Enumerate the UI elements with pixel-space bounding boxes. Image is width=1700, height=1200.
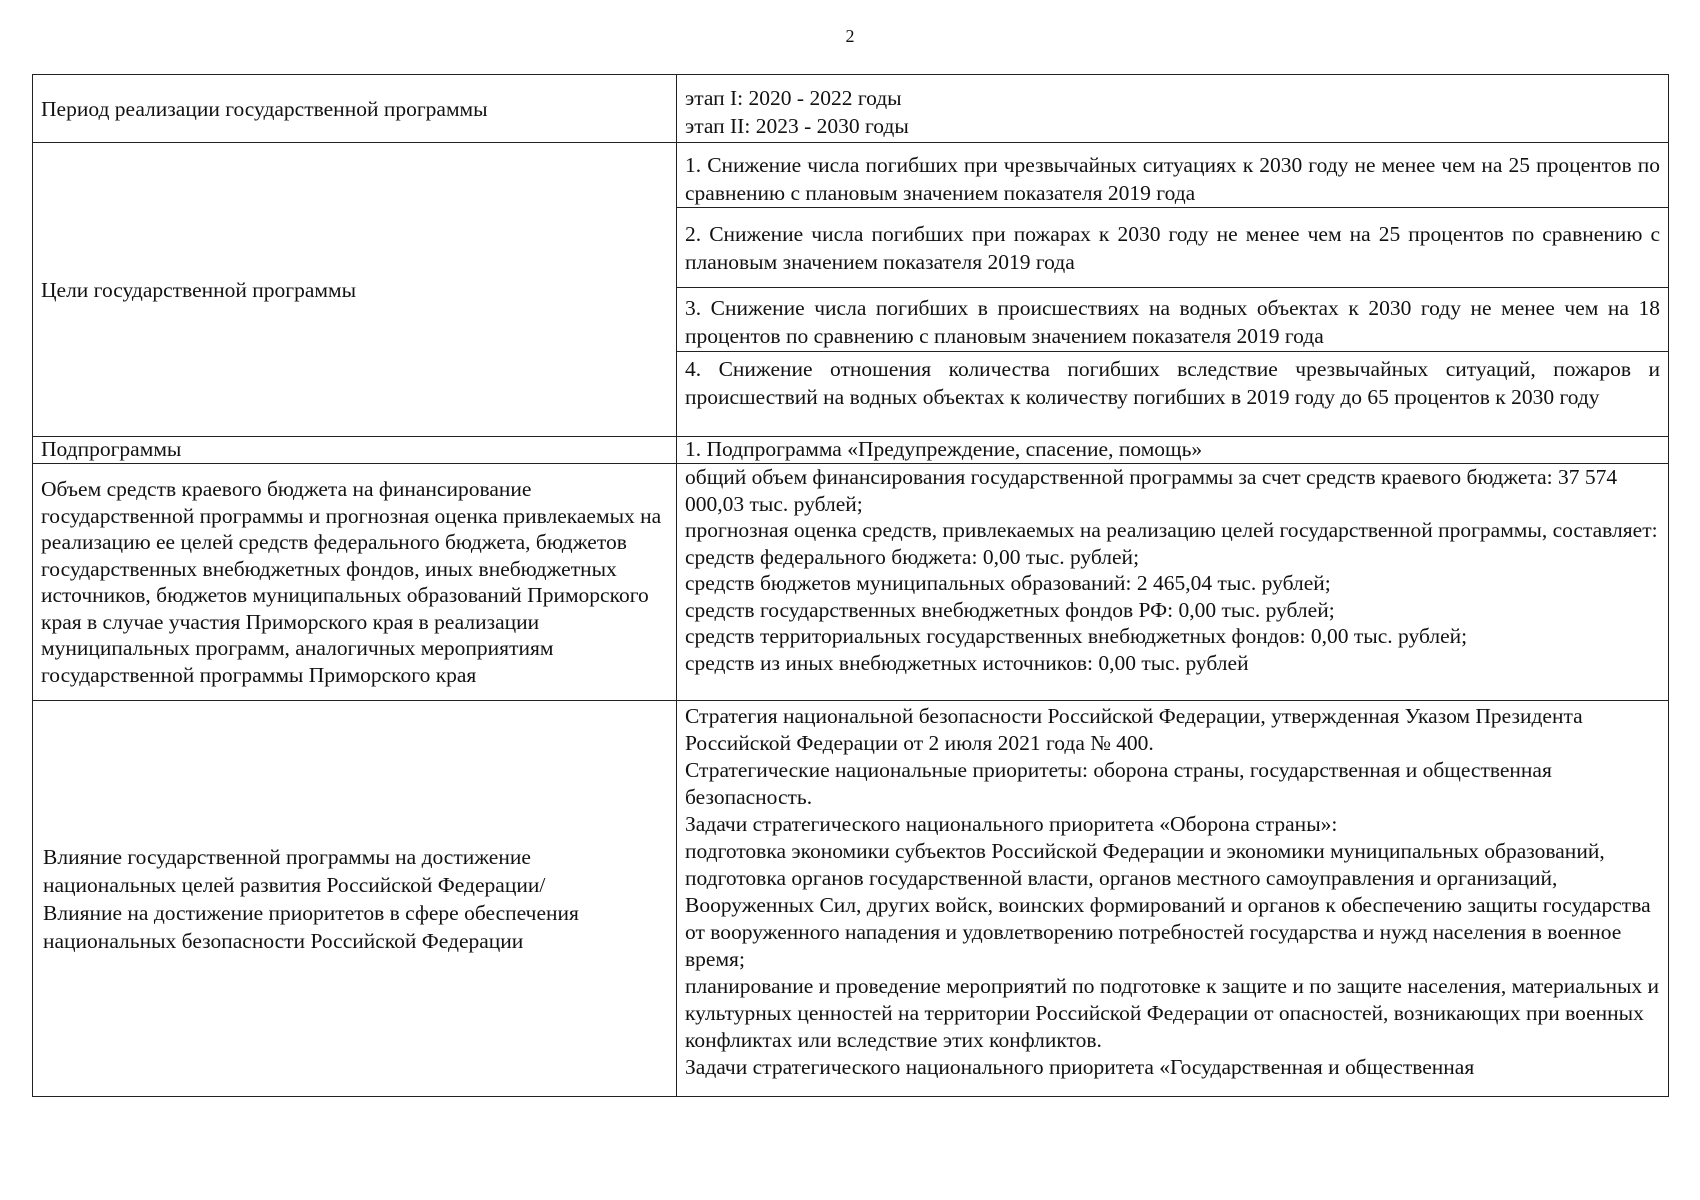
table-row-funding xyxy=(33,464,1669,701)
impact-defense-task-1: подготовка экономики субъектов Российской Федерации и экономики муниципальных образований, подготовка органов государственной власти, органов местного самоуправления и организаций, Вооруженных Сил, других войск, воинских формирований и органов к обеспечению защиты государства от вооруженного нападения и удовлетворению потребностей государства и нужд населения в военное время; xyxy=(685,839,1651,971)
page-number: 2 xyxy=(845,26,855,46)
table-row-impact xyxy=(33,701,1669,1097)
funding-municipal: средств бюджетов муниципальных образований: 2 465,04 тыс. рублей; xyxy=(685,571,1331,595)
period-stage-1: этап I: 2020 - 2022 годы xyxy=(685,85,902,110)
goals-label: Цели государственной программы xyxy=(33,143,677,437)
funding-label: Объем средств краевого бюджета на финансирование государственной программы и прогнозная оценка привлекаемых на реализацию ее целей средств федерального бюджета, бюджетов государственных внебюджетных фондов, иных внебюджетных источников, бюджетов муниципальных образований Приморского края в случае участия Приморского края в реализации муниципальных программ, аналогичных мероприятиям государственной программы Приморского края xyxy=(33,464,677,701)
impact-label: Влияние государственной программы на достижение национальных целей развития Российской Федерации/Влияние на достижение приоритетов в сфере обеспечения национальных безопасности Российской Федерации xyxy=(33,701,677,1097)
impact-priorities: Стратегические национальные приоритеты: оборона страны, государственная и общественная безопасность. xyxy=(685,758,1552,809)
funding-other-sources: средств из иных внебюджетных источников: 0,00 тыс. рублей xyxy=(685,650,1249,675)
table-row-goal-1 xyxy=(33,143,1669,208)
impact-strategy: Стратегия национальной безопасности Российской Федерации, утвержденная Указом Президента Российской Федерации от 2 июля 2021 года № 400. xyxy=(685,704,1583,755)
table-row-period xyxy=(33,75,1669,143)
funding-total: общий объем финансирования государственной программы за счет средств краевого бюджета: 37 574 000,03 тыс. рублей; xyxy=(685,465,1618,516)
goal-item-3: 3. Снижение числа погибших в происшествиях на водных объектах к 2030 году не менее чем на 18 процентов по сравнению с плановым значением показателя 2019 года xyxy=(677,288,1669,352)
funding-value xyxy=(677,464,1669,701)
funding-federal: средств федерального бюджета: 0,00 тыс. рублей; xyxy=(685,544,1140,569)
period-value xyxy=(677,75,1669,143)
impact-security-tasks-title: Задачи стратегического национального приоритета «Государственная и общественная xyxy=(685,1055,1475,1079)
period-stage-2: этап II: 2023 - 2030 годы xyxy=(685,113,909,138)
impact-value xyxy=(677,701,1669,1097)
funding-territorial-funds: средств территориальных государственных внебюджетных фондов: 0,00 тыс. рублей; xyxy=(685,624,1468,648)
funding-state-funds: средств государственных внебюджетных фондов РФ: 0,00 тыс. рублей; xyxy=(685,597,1335,622)
funding-forecast-intro: прогнозная оценка средств, привлекаемых на реализацию целей государственной программы, составляет: xyxy=(685,518,1658,542)
period-label: Период реализации государственной программы xyxy=(33,75,677,143)
table-row-subprograms xyxy=(33,437,1669,464)
program-passport-table xyxy=(32,74,1669,1097)
goal-item-4: 4. Снижение отношения количества погибших вследствие чрезвычайных ситуаций, пожаров и происшествий на водных объектах к количеству погибших в 2019 году до 65 процентов к 2030 году xyxy=(677,352,1669,437)
subprograms-value: 1. Подпрограмма «Предупреждение, спасение, помощь» xyxy=(677,437,1669,464)
subprograms-label: Подпрограммы xyxy=(33,437,677,464)
goal-item-1: 1. Снижение числа погибших при чрезвычайных ситуациях к 2030 году не менее чем на 25 процентов по сравнению с плановым значением показателя 2019 года xyxy=(677,143,1669,208)
goal-item-2: 2. Снижение числа погибших при пожарах к 2030 году не менее чем на 25 процентов по сравнению с плановым значением показателя 2019 года xyxy=(677,208,1669,288)
impact-defense-tasks-title: Задачи стратегического национального приоритета «Оборона страны»: xyxy=(685,812,1338,836)
impact-defense-task-2: планирование и проведение мероприятий по подготовке к защите и по защите населения, материальных и культурных ценностей на территории Российской Федерации от опасностей, возникающих при военных конфликтах или вследствие этих конфликтов. xyxy=(685,974,1660,1052)
